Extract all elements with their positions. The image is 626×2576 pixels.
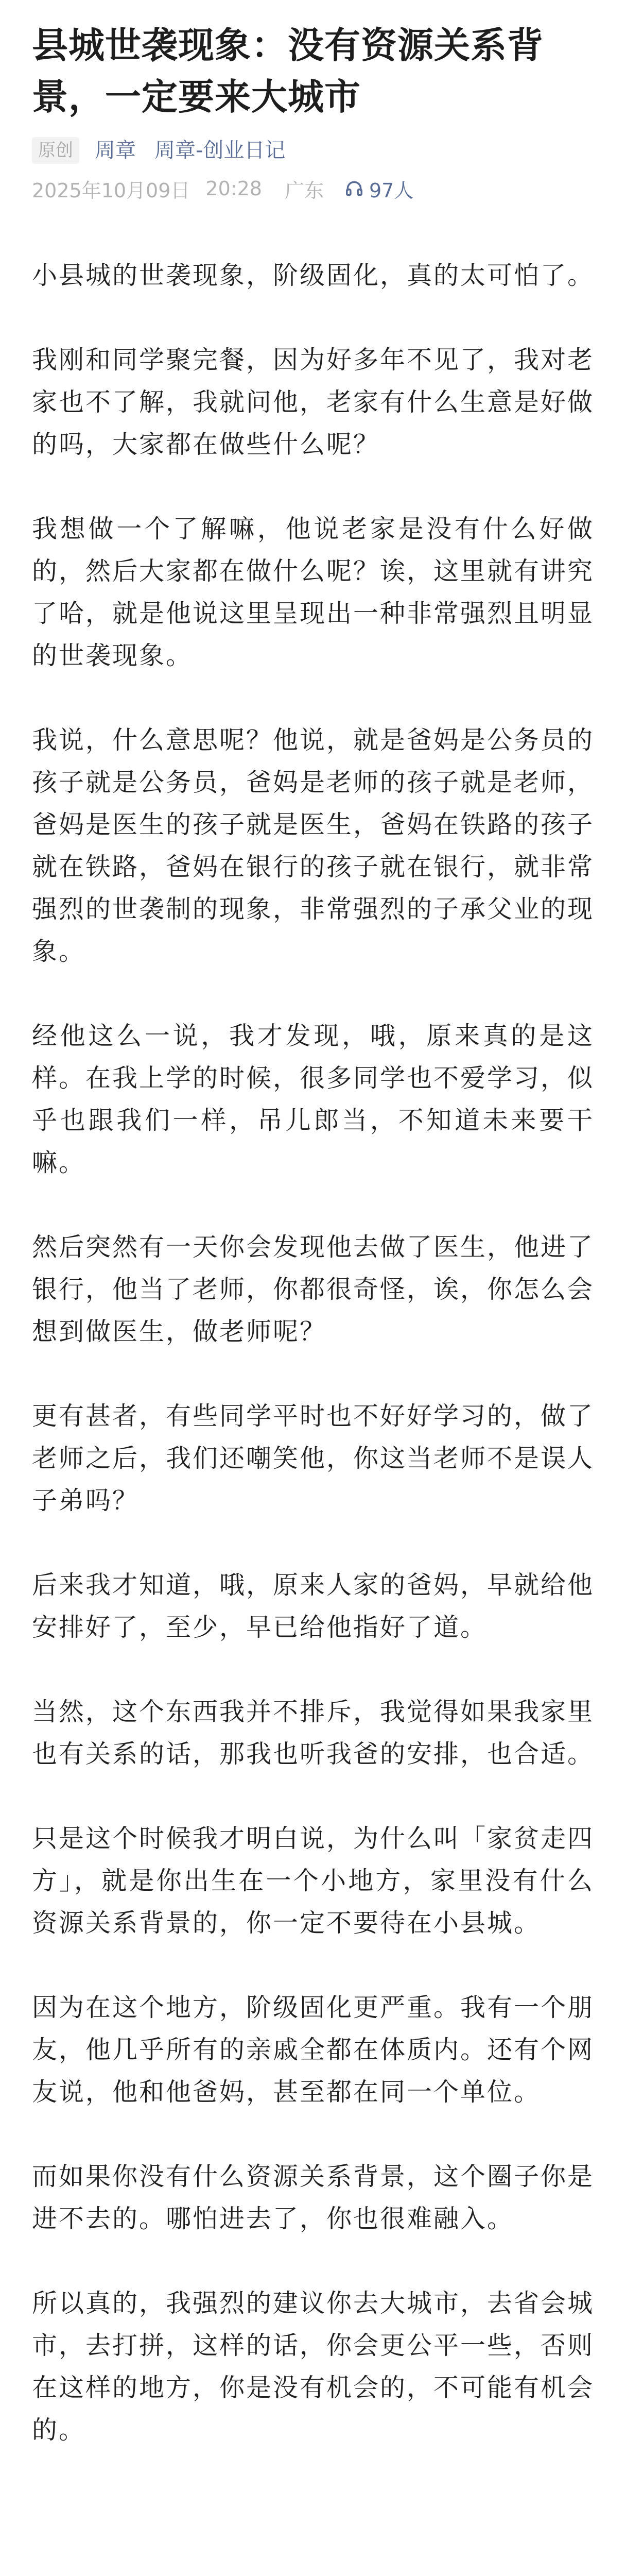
paragraph: 当然，这个东西我并不排斥，我觉得如果我家里也有关系的话，那我也听我爸的安排，也合适。 — [32, 1697, 595, 1769]
publish-time: 20:28 — [205, 177, 262, 200]
article-body — [32, 255, 594, 2451]
paragraph: 而如果你没有什么资源关系背景，这个圈子你是进不去的。哪怕进去了，你也很难融入。 — [32, 2162, 595, 2233]
article-title: 县城世袭现象：没有资源关系背景，一定要来大城市 — [32, 24, 544, 118]
publish-info-row — [32, 173, 594, 204]
author-link[interactable]: 周章 — [95, 139, 136, 162]
paragraph: 小县城的世袭现象，阶级固化，真的太可怕了。 — [32, 261, 595, 290]
paragraph: 我刚和同学聚完餐，因为好多年不见了，我对老家也不了解，我就问他，老家有什么生意是好做的吗，大家都在做些什么呢？ — [32, 345, 595, 459]
headphones-icon — [344, 179, 364, 198]
paragraph: 经他这么一说，我才发现，哦，原来真的是这样。在我上学的时候，很多同学也不爱学习，似乎也跟我们一样，吊儿郎当，不知道未来要干嘛。 — [32, 1021, 595, 1177]
paragraph: 后来我才知道，哦，原来人家的爸妈，早就给他安排好了，至少，早已给他指好了道。 — [32, 1570, 595, 1642]
publish-date: 2025年10月09日 — [32, 179, 190, 202]
paragraph: 更有甚者，有些同学平时也不好好学习的，做了老师之后，我们还嘲笑他，你这当老师不是误人子弟吗？ — [32, 1401, 595, 1515]
listen-button[interactable] — [344, 175, 413, 203]
original-badge: 原创 — [32, 137, 79, 164]
paragraph: 我想做一个了解嘛，他说老家是没有什么好做的，然后大家都在做什么呢？诶，这里就有讲究了哈，就是他说这里呈现出一种非常强烈且明显的世袭现象。 — [32, 514, 595, 670]
paragraph: 只是这个时候我才明白说，为什么叫「家贫走四方」，就是你出生在一个小地方，家里没有什么资源关系背景的，你一定不要待在小县城。 — [32, 1824, 595, 1938]
paragraph: 我说，什么意思呢？他说，就是爸妈是公务员的孩子就是公务员，爸妈是老师的孩子就是老师，爸妈是医生的孩子就是医生，爸妈在铁路的孩子就在铁路，爸妈在银行的孩子就在银行，就非常强烈的世袭制的现象，非常强烈的子承父业的现象。 — [32, 725, 595, 966]
account-link[interactable]: 周章-创业日记 — [154, 139, 286, 162]
paragraph: 所以真的，我强烈的建议你去大城市，去省会城市，去打拼，这样的话，你会更公平一些，否则在这样的地方，你是没有机会的，不可能有机会的。 — [32, 2289, 595, 2445]
publish-region: 广东 — [284, 179, 324, 202]
listen-count: 97人 — [369, 179, 414, 202]
author-row — [32, 135, 594, 166]
paragraph: 然后突然有一天你会发现他去做了医生，他进了银行，他当了老师，你都很奇怪，诶，你怎么会想到做医生，做老师呢？ — [32, 1232, 595, 1346]
paragraph: 因为在这个地方，阶级固化更严重。我有一个朋友，他几乎所有的亲戚全都在体质内。还有个网友说，他和他爸妈，甚至都在同一个单位。 — [32, 1993, 595, 2107]
